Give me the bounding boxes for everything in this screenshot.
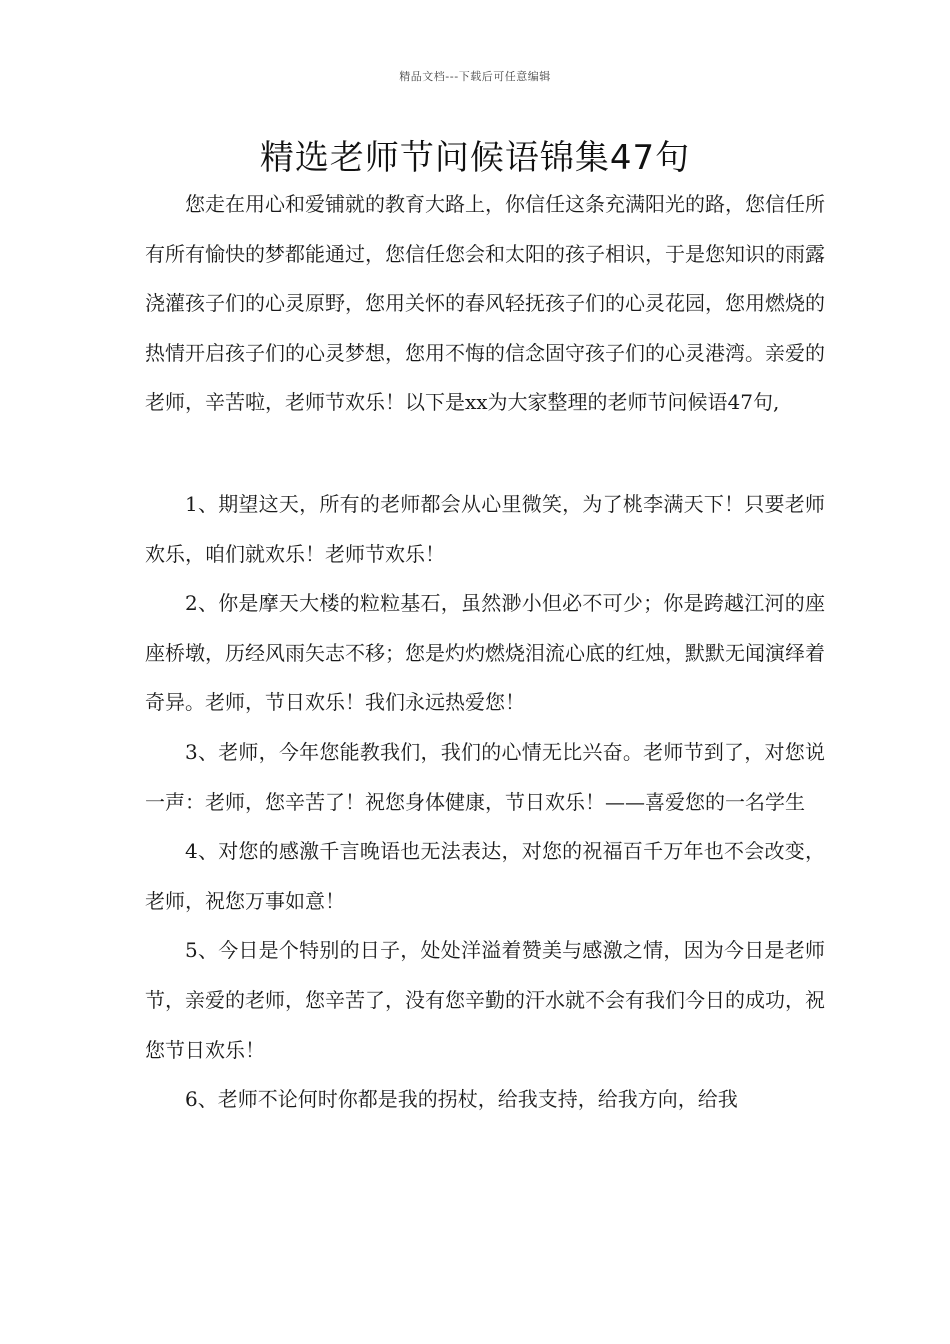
list-item: 5、今日是个特别的日子，处处洋溢着赞美与感激之情，因为今日是老师节，亲爱的老师，您辛苦了，没有您辛勤的汗水就不会有我们今日的成功，祝您节日欢乐！	[145, 938, 825, 1062]
list-item: 4、对您的感激千言晚语也无法表达，对您的祝福百千万年也不会改变，老师，祝您万事如意！	[145, 839, 825, 913]
document-title: 精选老师节问候语锦集47句	[259, 138, 691, 178]
list-item: 2、你是摩天大楼的粒粒基石，虽然渺小但必不可少；你是跨越江河的座座桥墩，历经风雨矢志不移；您是灼灼燃烧泪流心底的红烛，默默无闻演绎着奇异。老师，节日欢乐！我们永远热爱您！	[145, 591, 825, 715]
intro-paragraph: 您走在用心和爱铺就的教育大路上，你信任这条充满阳光的路，您信任所有所有愉快的梦都能通过，您信任您会和太阳的孩子相识，于是您知识的雨露浇灌孩子们的心灵原野，您用关怀的春风轻抚孩子们的心灵花园，您用燃烧的热情开启孩子们的心灵梦想，您用不悔的信念固守孩子们的心灵港湾。亲爱的老师，辛苦啦，老师节欢乐！以下是xx为大家整理的老师节问候语47句,	[145, 192, 825, 415]
list-item: 1、期望这天，所有的老师都会从心里微笑，为了桃李满天下！只要老师欢乐，咱们就欢乐！老师节欢乐！	[145, 491, 825, 566]
list-item: 6、老师不论何时你都是我的拐杖，给我支持，给我方向，给我	[185, 1087, 738, 1112]
header-note: 精品文档---下载后可任意编辑	[399, 70, 551, 83]
document-body	[145, 180, 825, 1125]
list-item: 3、老师，今年您能教我们，我们的心情无比兴奋。老师节到了，对您说一声：老师，您辛苦了！祝您身体健康，节日欢乐！——喜爱您的一名学生	[145, 739, 825, 814]
paragraph-spacer	[145, 428, 825, 480]
